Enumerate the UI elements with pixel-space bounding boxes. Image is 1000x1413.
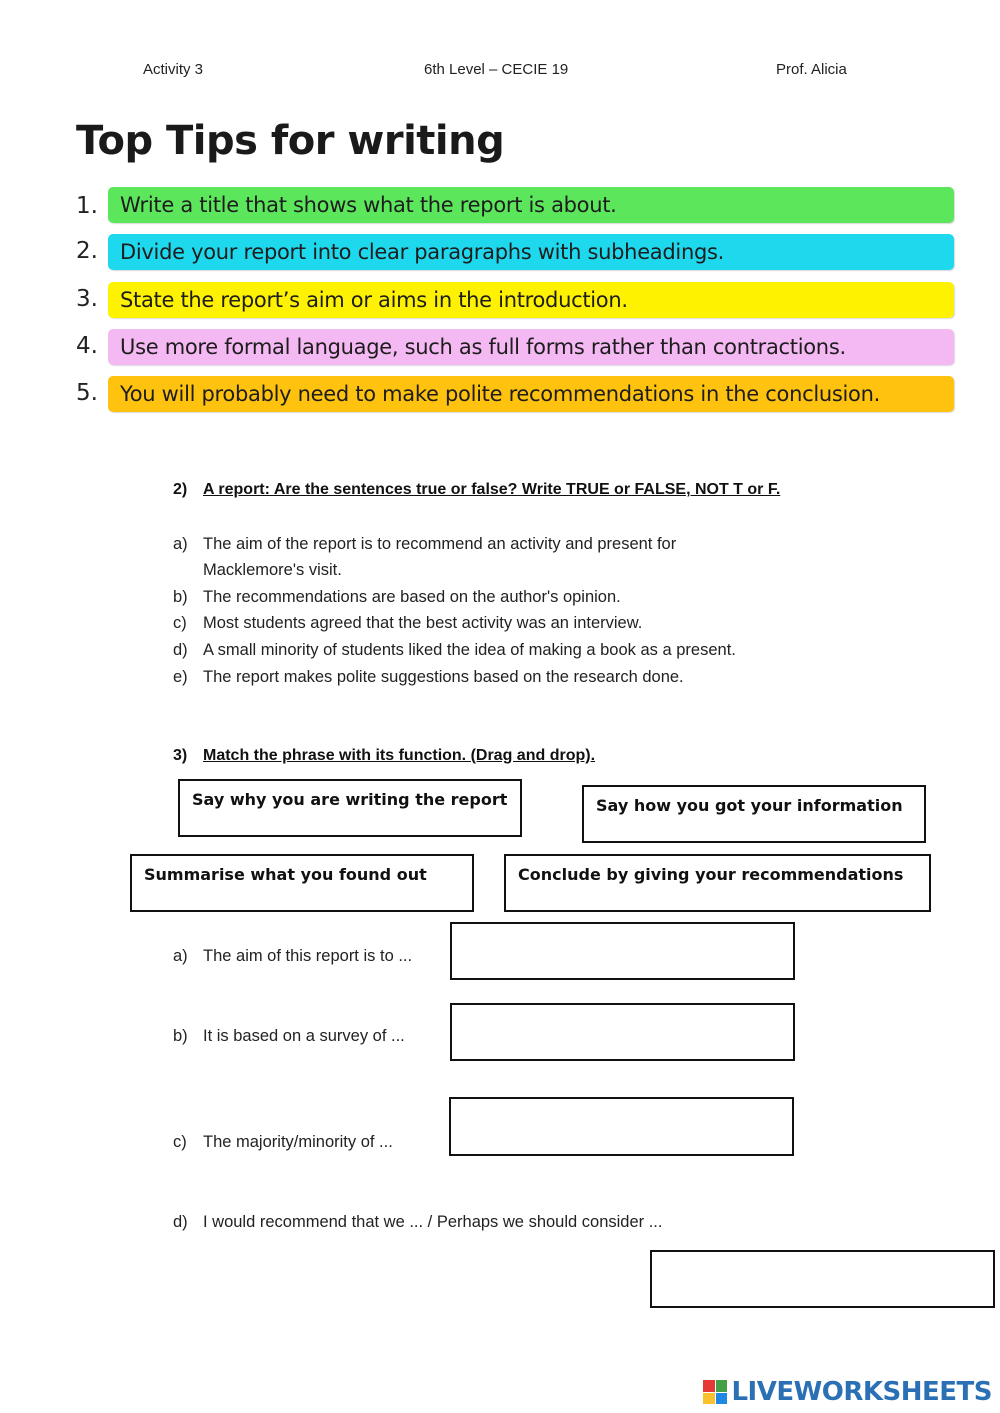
tip-bar: You will probably need to make polite recommendations in the conclusion.	[108, 376, 954, 412]
item-text: I would recommend that we ... / Perhaps we should consider ...	[203, 1213, 663, 1231]
liveworksheets-icon	[703, 1380, 727, 1404]
header-activity: Activity 3	[143, 61, 204, 78]
list-item	[173, 1209, 662, 1235]
item-text-continued: Macklemore's visit.	[203, 561, 342, 579]
question-title: A report: Are the sentences true or false? Write TRUE or FALSE, NOT T or F.	[203, 481, 781, 498]
question-title: Match the phrase with its function. (Drag and drop).	[203, 747, 596, 764]
list-item	[173, 584, 621, 610]
question-number: 3)	[173, 747, 188, 764]
tip-number: 3.	[76, 286, 98, 312]
list-item	[173, 637, 736, 663]
item-letter: b)	[173, 588, 188, 606]
drop-zone-a[interactable]	[450, 922, 795, 980]
list-item	[173, 1023, 405, 1049]
drag-tile-purpose[interactable]: Say why you are writing the report	[178, 779, 522, 837]
liveworksheets-wordmark: LIVEWORKSHEETS	[731, 1377, 992, 1407]
item-letter: d)	[173, 641, 188, 659]
list-item	[173, 664, 684, 690]
item-letter: a)	[173, 947, 188, 965]
drop-zone-c[interactable]	[449, 1097, 794, 1156]
tip-bar: State the report’s aim or aims in the introduction.	[108, 282, 954, 318]
tip-number: 2.	[76, 238, 98, 264]
header-teacher: Prof. Alicia	[776, 61, 847, 78]
drop-zone-b[interactable]	[450, 1003, 795, 1061]
item-text: Most students agreed that the best activity was an interview.	[203, 614, 643, 632]
tip-bar: Write a title that shows what the report is about.	[108, 187, 954, 223]
list-item	[173, 1129, 393, 1155]
item-letter: c)	[173, 614, 187, 632]
tip-number: 4.	[76, 333, 98, 359]
item-text: The aim of this report is to ...	[203, 947, 413, 965]
list-item	[173, 531, 676, 583]
tip-bar: Use more formal language, such as full forms rather than contractions.	[108, 329, 954, 365]
item-text: The majority/minority of ...	[203, 1133, 393, 1151]
item-letter: d)	[173, 1213, 188, 1231]
list-item	[173, 610, 642, 636]
item-letter: c)	[173, 1133, 187, 1151]
question-3-heading	[173, 747, 595, 765]
tips-title: Top Tips for writing	[76, 118, 505, 164]
question-number: 2)	[173, 481, 188, 498]
item-letter: b)	[173, 1027, 188, 1045]
list-item	[173, 943, 412, 969]
tip-number: 5.	[76, 380, 98, 406]
item-letter: a)	[173, 535, 188, 553]
item-text: The report makes polite suggestions based on the research done.	[203, 668, 684, 686]
liveworksheets-logo	[703, 1377, 992, 1407]
drag-tile-method[interactable]: Say how you got your information	[582, 785, 926, 843]
item-text: A small minority of students liked the idea of making a book as a present.	[203, 641, 736, 659]
item-text: It is based on a survey of ...	[203, 1027, 405, 1045]
question-2-heading	[173, 481, 780, 499]
item-text: The recommendations are based on the author's opinion.	[203, 588, 621, 606]
tip-number: 1.	[76, 193, 98, 219]
drag-tile-findings[interactable]: Summarise what you found out	[130, 854, 474, 912]
drop-zone-d[interactable]	[650, 1250, 995, 1308]
item-text: The aim of the report is to recommend an activity and present for	[203, 535, 677, 553]
item-letter: e)	[173, 668, 188, 686]
header-level: 6th Level – CECIE 19	[424, 61, 569, 78]
drag-tile-recommendations[interactable]: Conclude by giving your recommendations	[504, 854, 931, 912]
tip-bar: Divide your report into clear paragraphs with subheadings.	[108, 234, 954, 270]
